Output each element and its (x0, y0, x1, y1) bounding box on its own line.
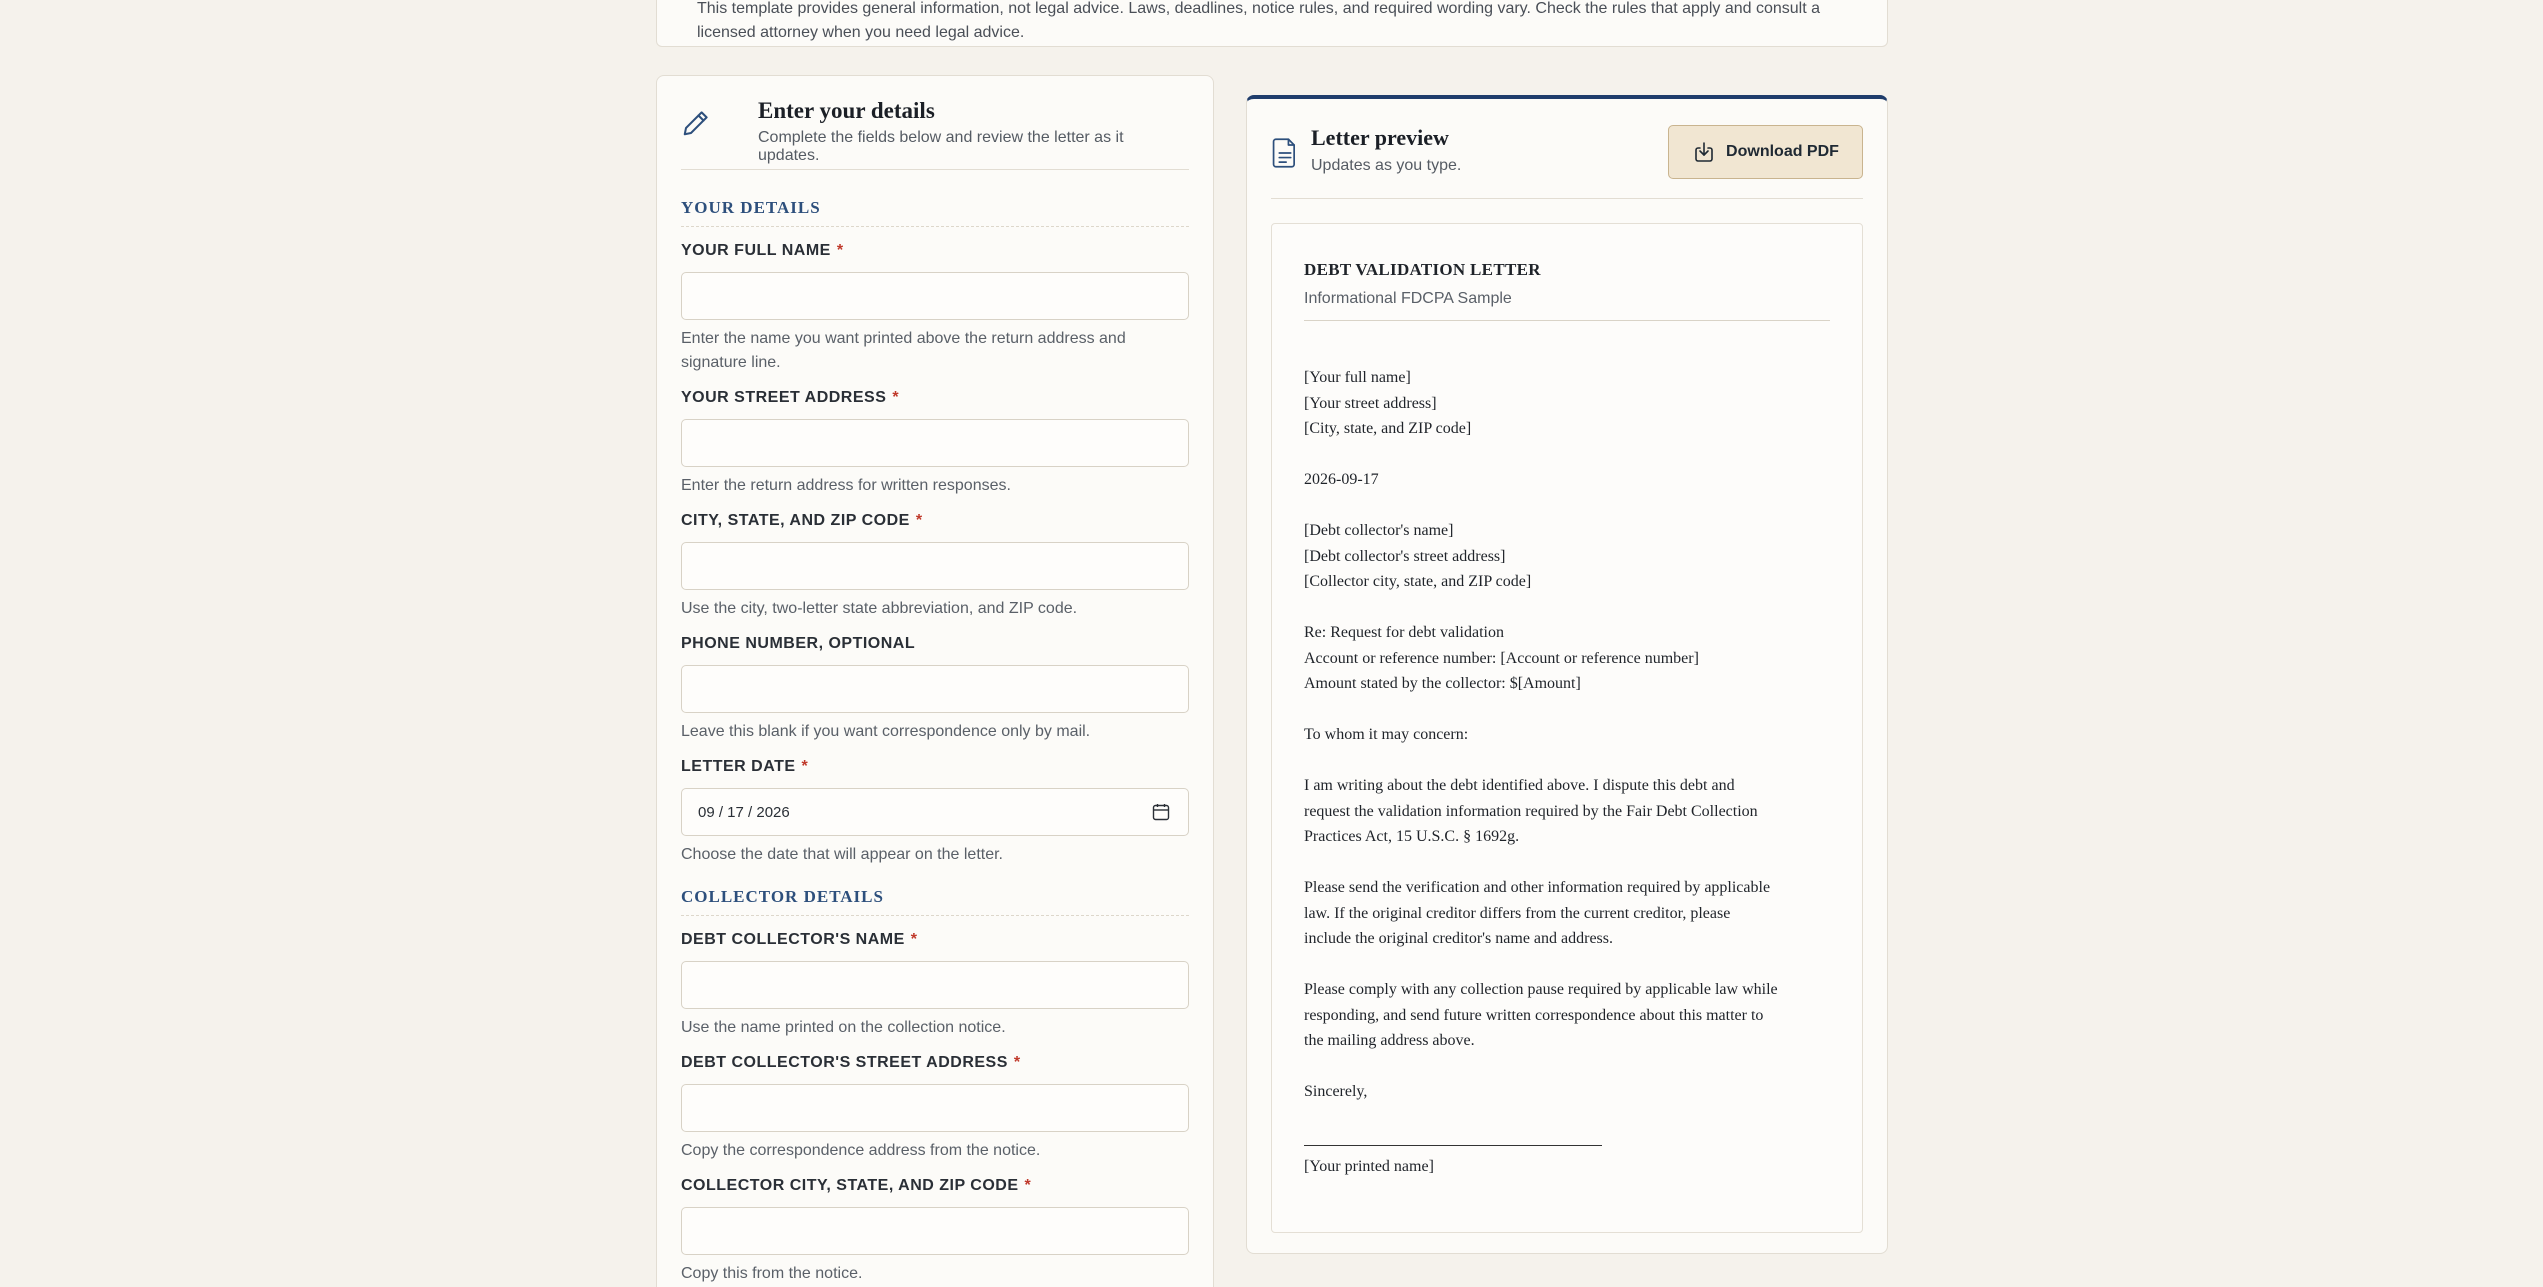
full-name-hint: Enter the name you want printed above the return address and signature line. (681, 330, 1126, 371)
city-state-zip-input[interactable] (681, 542, 1189, 590)
required-marker: * (915, 512, 923, 529)
collector-street-hint: Copy the correspondence address from the notice. (681, 1142, 1041, 1159)
letter-date-input[interactable] (681, 788, 1189, 836)
salutation: To whom it may concern: (1304, 726, 1469, 743)
letter-document (1271, 223, 1863, 1233)
disclaimer-line-1: This template provides general information, not legal advice. Laws, deadlines, notice rules, and required wording vary. Check the rules that apply and consult a (697, 0, 1820, 17)
collector-name-input[interactable] (681, 961, 1189, 1009)
re-line: Account or reference number: [Account or reference number] (1304, 649, 1699, 667)
required-marker: * (836, 242, 844, 259)
city-state-zip-label: CITY, STATE, AND ZIP CODE (681, 512, 910, 529)
street-address-input[interactable] (681, 419, 1189, 467)
street-address-hint: Enter the return address for written responses. (681, 477, 1011, 494)
re-line: Amount stated by the collector: $[Amount] (1304, 675, 1581, 692)
sender-line: [Your full name] (1304, 369, 1411, 386)
download-pdf-label: Download PDF (1726, 143, 1839, 160)
phone-number-label: PHONE NUMBER, OPTIONAL (681, 635, 916, 652)
field-city-state-zip (681, 511, 1189, 621)
letter-date-value: 09 / 17 / 2026 (698, 803, 790, 821)
letter-divider (1304, 320, 1830, 321)
collector-city-hint: Copy this from the notice. (681, 1265, 863, 1282)
sender-line: [Your street address] (1304, 394, 1437, 412)
recipient-line: [Debt collector's name] (1304, 522, 1454, 539)
full-name-label: YOUR FULL NAME (681, 242, 831, 259)
letter-paragraph: Please send the verification and other information required by applicable law. If the original creditor differs from the current creditor, please include the original creditor's name and address. (1304, 879, 1771, 947)
required-marker: * (1024, 1177, 1032, 1194)
calendar-icon[interactable] (1151, 802, 1171, 822)
city-state-zip-hint: Use the city, two-letter state abbreviation, and ZIP code. (681, 600, 1078, 617)
field-collector-city (681, 1176, 1189, 1286)
form-subtitle: Complete the fields below and review the letter as it updates. (758, 129, 1124, 164)
field-collector-street (681, 1053, 1189, 1163)
required-marker: * (910, 931, 918, 948)
form-header (681, 76, 1189, 170)
section-collector-details: COLLECTOR DETAILS (681, 887, 1189, 916)
field-letter-date (681, 757, 1189, 867)
printed-name: [Your printed name] (1304, 1157, 1434, 1175)
collector-city-input[interactable] (681, 1207, 1189, 1255)
full-name-input[interactable] (681, 272, 1189, 320)
street-address-label: YOUR STREET ADDRESS (681, 389, 887, 406)
disclaimer-notice (656, 0, 1888, 47)
letter-paragraph: I am writing about the debt identified above. I dispute this debt and request the validation information required by the Fair Debt Collection Practices Act, 15 U.S.C. § 1692g. (1304, 777, 1758, 845)
collector-street-label: DEBT COLLECTOR'S STREET ADDRESS (681, 1054, 1008, 1071)
phone-number-hint: Leave this blank if you want correspondence only by mail. (681, 723, 1091, 740)
closing: Sincerely, (1304, 1083, 1368, 1100)
sender-line: [City, state, and ZIP code] (1304, 420, 1472, 437)
download-icon (1692, 140, 1716, 164)
letter-date-hint: Choose the date that will appear on the letter. (681, 846, 1003, 863)
letter-date: 2026-09-17 (1304, 471, 1379, 488)
letter-subtitle: Informational FDCPA Sample (1304, 290, 1512, 307)
document-icon (1271, 137, 1299, 169)
pencil-icon (681, 108, 711, 138)
letter-title: DEBT VALIDATION LETTER (1304, 260, 1541, 279)
form-title: Enter your details (758, 98, 935, 123)
letter-preview-panel (1246, 95, 1888, 1254)
field-street-address (681, 388, 1189, 498)
preview-subtitle: Updates as you type. (1311, 157, 1462, 174)
collector-city-label: COLLECTOR CITY, STATE, AND ZIP CODE (681, 1177, 1019, 1194)
field-collector-name (681, 930, 1189, 1040)
recipient-line: [Collector city, state, and ZIP code] (1304, 573, 1532, 590)
required-marker: * (1013, 1054, 1021, 1071)
signature-line (1304, 1145, 1602, 1146)
re-block (1304, 620, 1830, 697)
details-form-panel (656, 75, 1214, 1287)
field-phone-number (681, 634, 1189, 744)
section-your-details: YOUR DETAILS (681, 198, 1189, 227)
sender-block (1304, 365, 1830, 442)
preview-title: Letter preview (1311, 125, 1449, 150)
required-marker: * (801, 758, 809, 775)
re-line: Re: Request for debt validation (1304, 624, 1504, 641)
letter-paragraph: Please comply with any collection pause required by applicable law while responding, and send future written correspondence about this matter to the mailing address above. (1304, 981, 1778, 1049)
required-marker: * (892, 389, 900, 406)
disclaimer-line-2: licensed attorney when you need legal advice. (697, 24, 1025, 41)
collector-name-label: DEBT COLLECTOR'S NAME (681, 931, 905, 948)
download-pdf-button[interactable] (1668, 125, 1863, 179)
recipient-line: [Debt collector's street address] (1304, 547, 1506, 565)
letter-date-label: LETTER DATE (681, 758, 796, 775)
collector-name-hint: Use the name printed on the collection notice. (681, 1019, 1006, 1036)
phone-number-input[interactable] (681, 665, 1189, 713)
field-full-name (681, 241, 1189, 375)
preview-header (1271, 99, 1863, 199)
recipient-block (1304, 518, 1830, 595)
collector-street-input[interactable] (681, 1084, 1189, 1132)
